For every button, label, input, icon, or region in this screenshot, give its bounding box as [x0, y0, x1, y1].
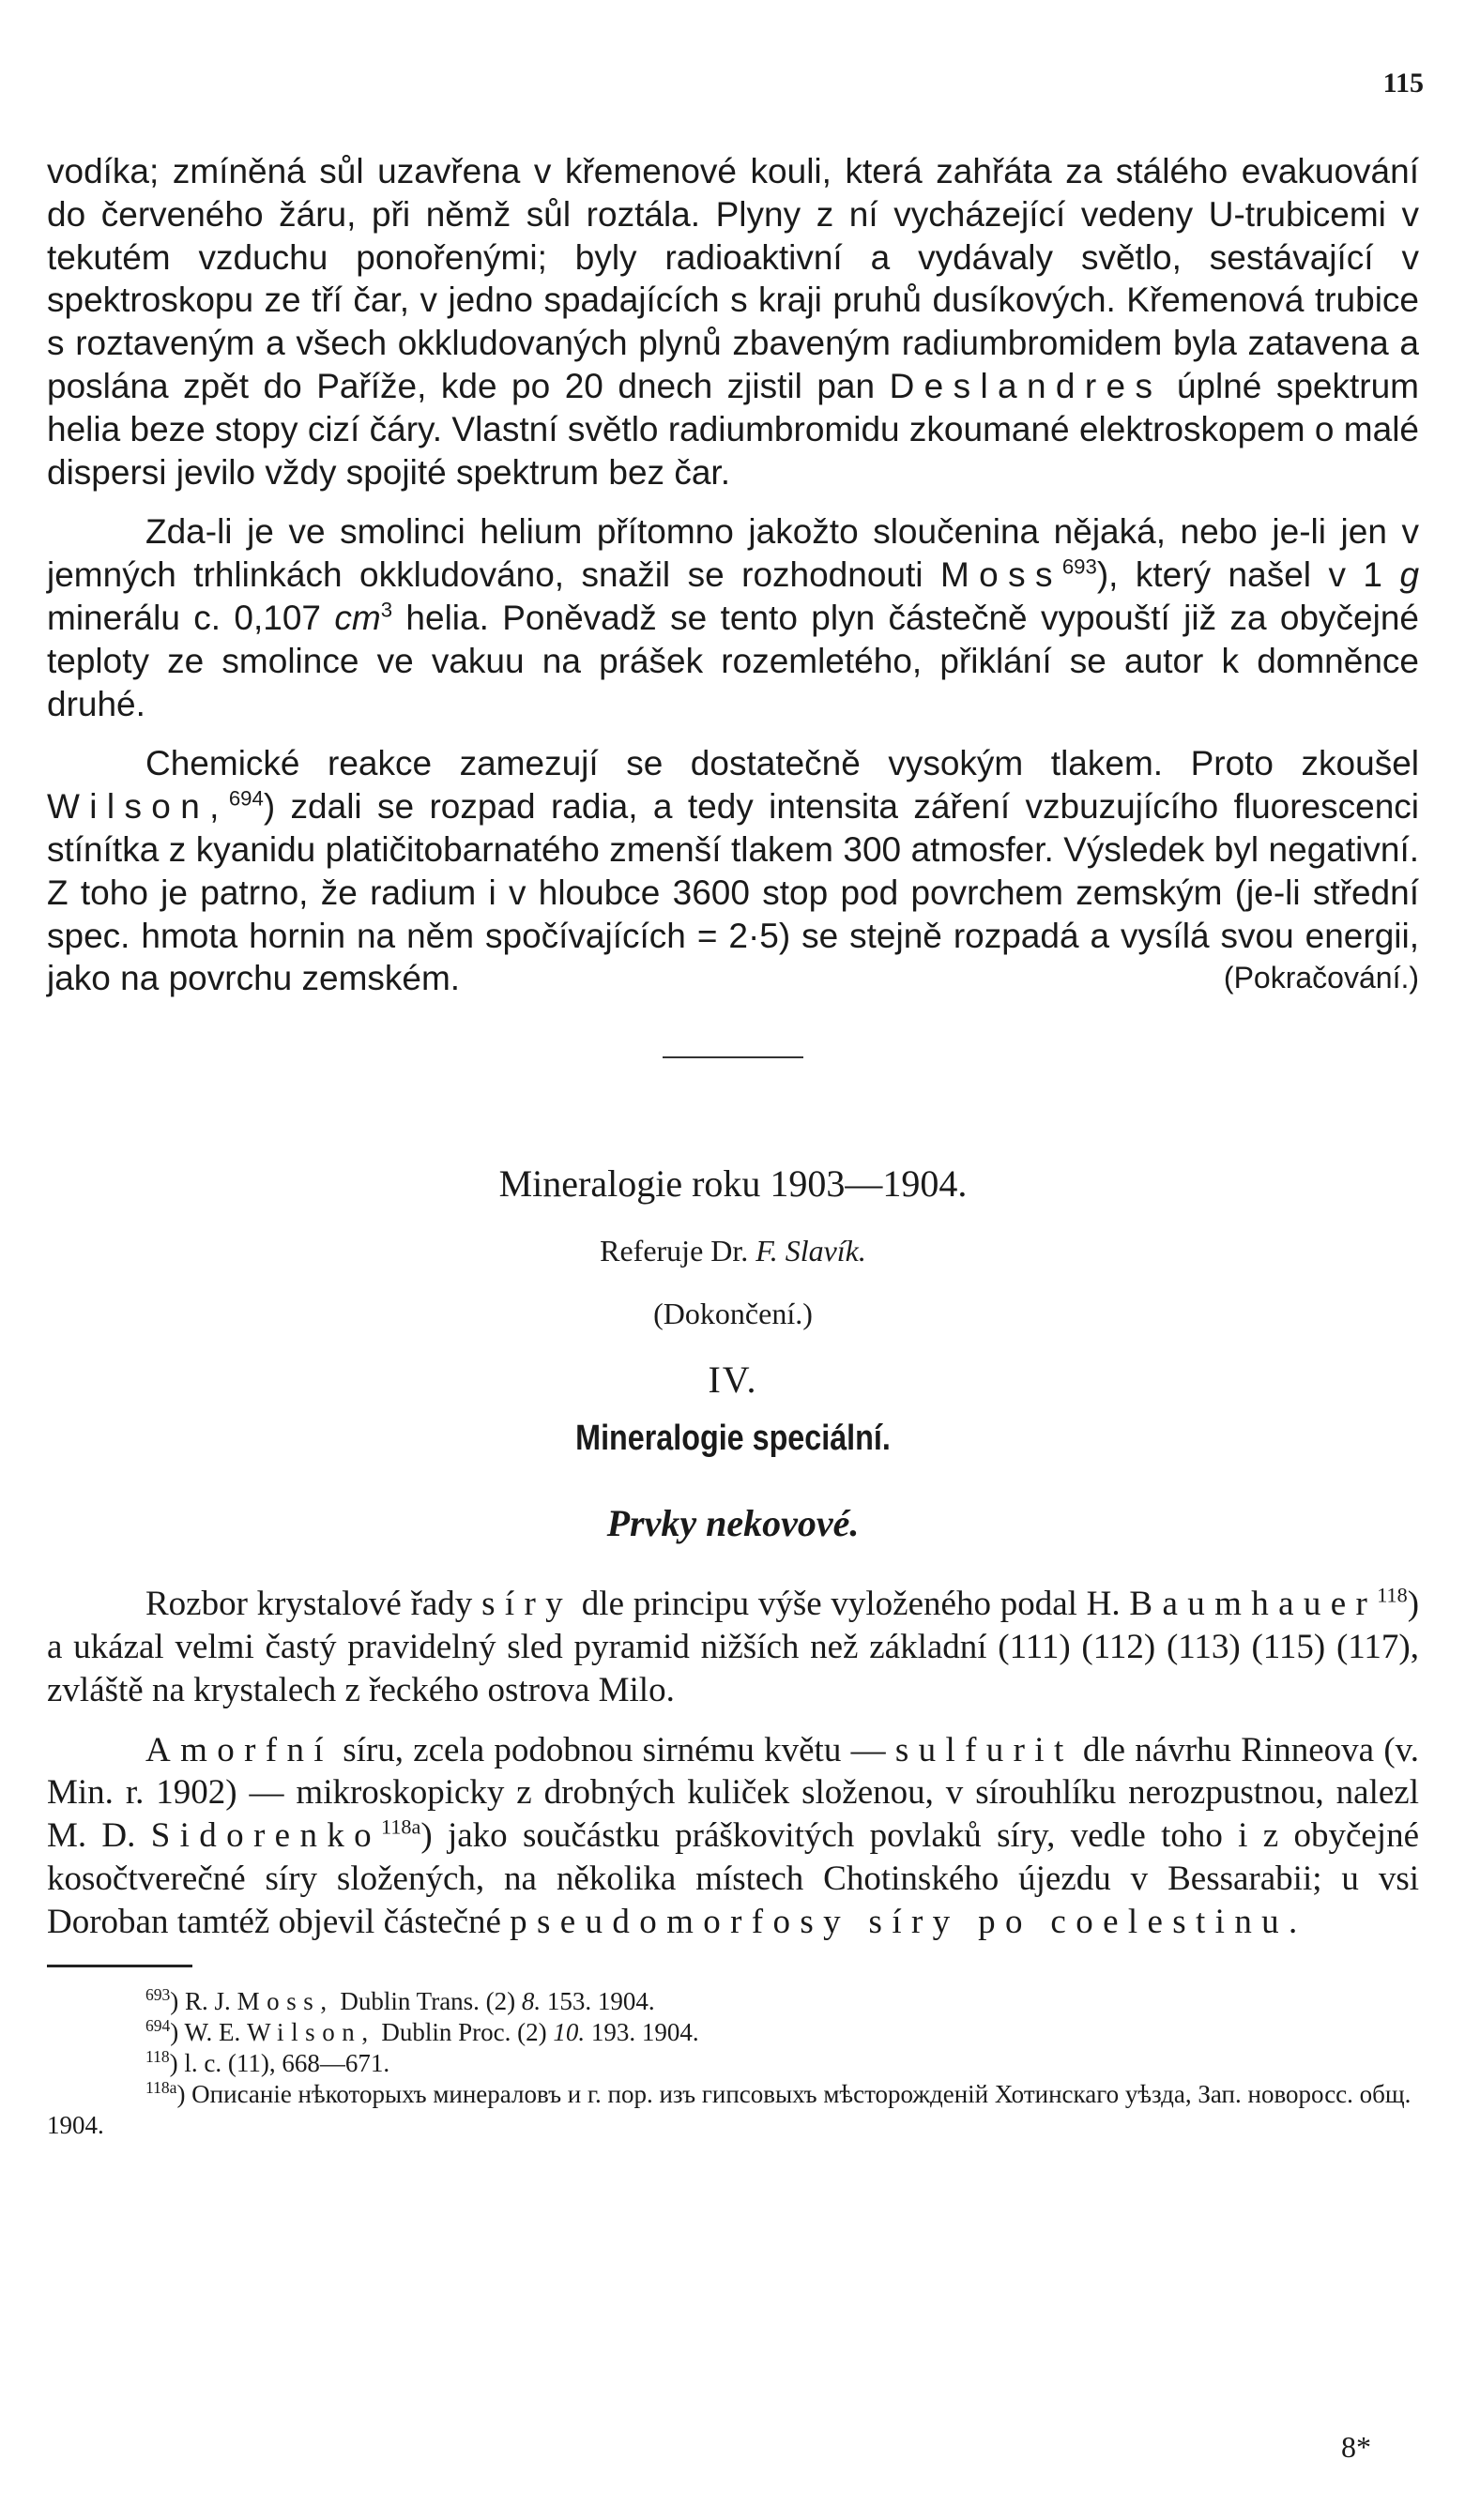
footnote-ref: 693 [1061, 554, 1097, 579]
text: ) R. J. [170, 1986, 231, 2015]
unit: g [1399, 555, 1420, 595]
byline [47, 1234, 1419, 1268]
author-name: Wilson, [247, 2017, 375, 2046]
equals-sign: = [696, 916, 718, 955]
author-name: Wilson, [47, 787, 229, 827]
spaced-term: Amorfní [145, 1730, 333, 1769]
paragraph-wilson [47, 742, 1419, 1000]
text: ) a ukázal velmi častý pravidelný sled pyramid nižších než základní (111) (112) (113) (115) (117), zvláště na krystalech z řeckého ostrova Milo. [47, 1585, 1420, 1709]
paragraph-helium-spectrum [47, 150, 1419, 493]
text: minerálu c. 0,107 [47, 598, 321, 637]
spaced-term: síry [481, 1585, 573, 1624]
footnote-number: 118 [145, 2046, 170, 2066]
text: vodíka; zmíněná sůl uzavřena v křemenové kouli, která zahřáta za stálého evakuování do červeného žáru, při němž sůl roztála. Plyny z ní vycházející vedeny U-trubicemi v tekutém vzduchu ponořenými; byly radioaktivní a vydávaly světlo, sestávající v spektroskopu ze tří čar, v jedno spadajících s kraji pruhů dusíkových. Křemenová trubice s roztaveným a všech okkludovaných plynů zbaveným radiumbromidem byla zatavena a poslána zpět do Paříže, kde po 20 dnech zjistil pan [47, 152, 1419, 405]
text: ) l. c. (11), 668—671. [169, 2048, 390, 2077]
footnote-number: 118a [145, 2077, 177, 2097]
author-name: Moss, [237, 1986, 334, 2015]
volume: 8. [521, 1986, 542, 2015]
text: ) jako součástku práškovitých povlaků síry, vedle toho i z obyčejné kosočtverečné síry složených, na několika místech Chotinského újezdu v Bessarabii; u vsi Doroban tamtéž objevil částečné [47, 1816, 1419, 1941]
section-number: IV. [708, 1359, 758, 1402]
text: ) W. E. [170, 2017, 241, 2046]
signature-mark: 8* [1341, 2430, 1371, 2464]
section-divider [663, 1056, 803, 1058]
text: 153. 1904. [546, 1986, 655, 2015]
volume: 10. [553, 2017, 586, 2046]
byline-prefix: Referuje Dr. [600, 1234, 749, 1268]
unit: cm [334, 598, 381, 637]
exponent: 3 [380, 598, 393, 622]
footnote-ref: 118 [1377, 1583, 1408, 1607]
spaced-term: pseudomorfosy síry po coelestinu. [510, 1902, 1307, 1941]
text: Zda-li je ve smolinci helium přítomno jakožto sloučenina nějaká, nebo je-li jen v jemných trhlinkách okkludováno, snažil se rozhodnouti [47, 512, 1419, 595]
subsection-title: Prvky nekovové. [606, 1502, 860, 1545]
footnote [47, 2079, 1419, 2141]
footnotes [47, 1986, 1419, 2141]
article-status: (Dokončení.) [653, 1297, 813, 1331]
footnote-rule [47, 1965, 192, 1967]
text: 193. 1904. [590, 2017, 699, 2046]
text: Chemické reakce zamezují se dostatečně vysokým tlakem. Proto zkoušel [145, 744, 1419, 783]
footnote-number: 693 [145, 1984, 171, 2004]
main-column [47, 150, 1419, 2141]
text: ), který našel v 1 [1096, 555, 1382, 595]
author-name: Baumhauer [1129, 1585, 1378, 1624]
text: helia. Poněvadž se tento plyn částečně vypouští již za obyčejné teploty ze smolince ve vakuu na prášek rozemletého, přiklání se autor k domněnce druhé. [47, 598, 1420, 723]
byline-author: F. Slavík. [755, 1234, 866, 1268]
footnote-number: 694 [145, 2015, 171, 2035]
footnote-ref: 694 [228, 786, 264, 811]
article-title: Mineralogie roku 1903—1904. [498, 1162, 968, 1206]
section-title: Mineralogie speciální. [575, 1419, 891, 1459]
footnote [47, 2048, 1419, 2079]
paragraph-amorphous-sulfur [47, 1729, 1419, 1944]
text: Dublin Proc. (2) [381, 2017, 547, 2046]
text: Dublin Trans. (2) [340, 1986, 516, 2015]
text: ) Описаніе нѣкоторыхъ минераловъ и г. пор. изъ гипсовыхъ мѣсторожденій Хотинскаго уѣзда, Зап. новоросс. общ. 1904. [47, 2079, 1412, 2139]
text: dle návrhu Rinneova (v. Min. r. 1902) — mikroskopicky z drobných kuliček složenou, v sírouhlíku nerozpustnou, nalezl M. D. [47, 1730, 1420, 1856]
footnote [47, 1986, 1419, 2017]
paragraph-sulfur-crystals [47, 1583, 1419, 1711]
author-name: Deslandres [889, 366, 1163, 405]
text: síru, zcela podobnou sirnému květu — [343, 1730, 886, 1769]
text: ) zdali se rozpad radia, a tedy intensita záření vzbuzujícího fluorescenci stínítka z kyanidu platičitobarnatého zmenší tlakem 300 atmosfer. Výsledek byl negativní. Z toho je patrno, že radium i v hloubce 3600 stop pod povrchem zemským (je-li střední spec. hmota hornin na něm spočívajících [47, 787, 1419, 955]
text: Rozbor krystalové řady [145, 1585, 473, 1624]
spaced-term: sulfurit [894, 1730, 1074, 1769]
page-number: 115 [1382, 68, 1424, 99]
text: 2·5) se stejně rozpadá a vysílá svou energii, jako na povrchu zemském. [47, 916, 1419, 998]
continuation-note: (Pokračování.) [1223, 961, 1419, 995]
article-header [47, 1161, 1419, 1545]
text: dle principu výše vyloženého podal H. [581, 1585, 1121, 1624]
author-name: Moss [939, 555, 1062, 595]
paragraph-moss [47, 510, 1419, 725]
footnote [47, 2017, 1419, 2048]
text: úplné spektrum helia beze stopy cizí čáry. Vlastní světlo radiumbromidu zkoumané elektroskopem o malé dispersi jevilo vždy spojité spektrum bez čar. [47, 366, 1419, 492]
author-name: Sidorenko [150, 1816, 382, 1856]
footnote-ref: 118a [381, 1814, 421, 1839]
